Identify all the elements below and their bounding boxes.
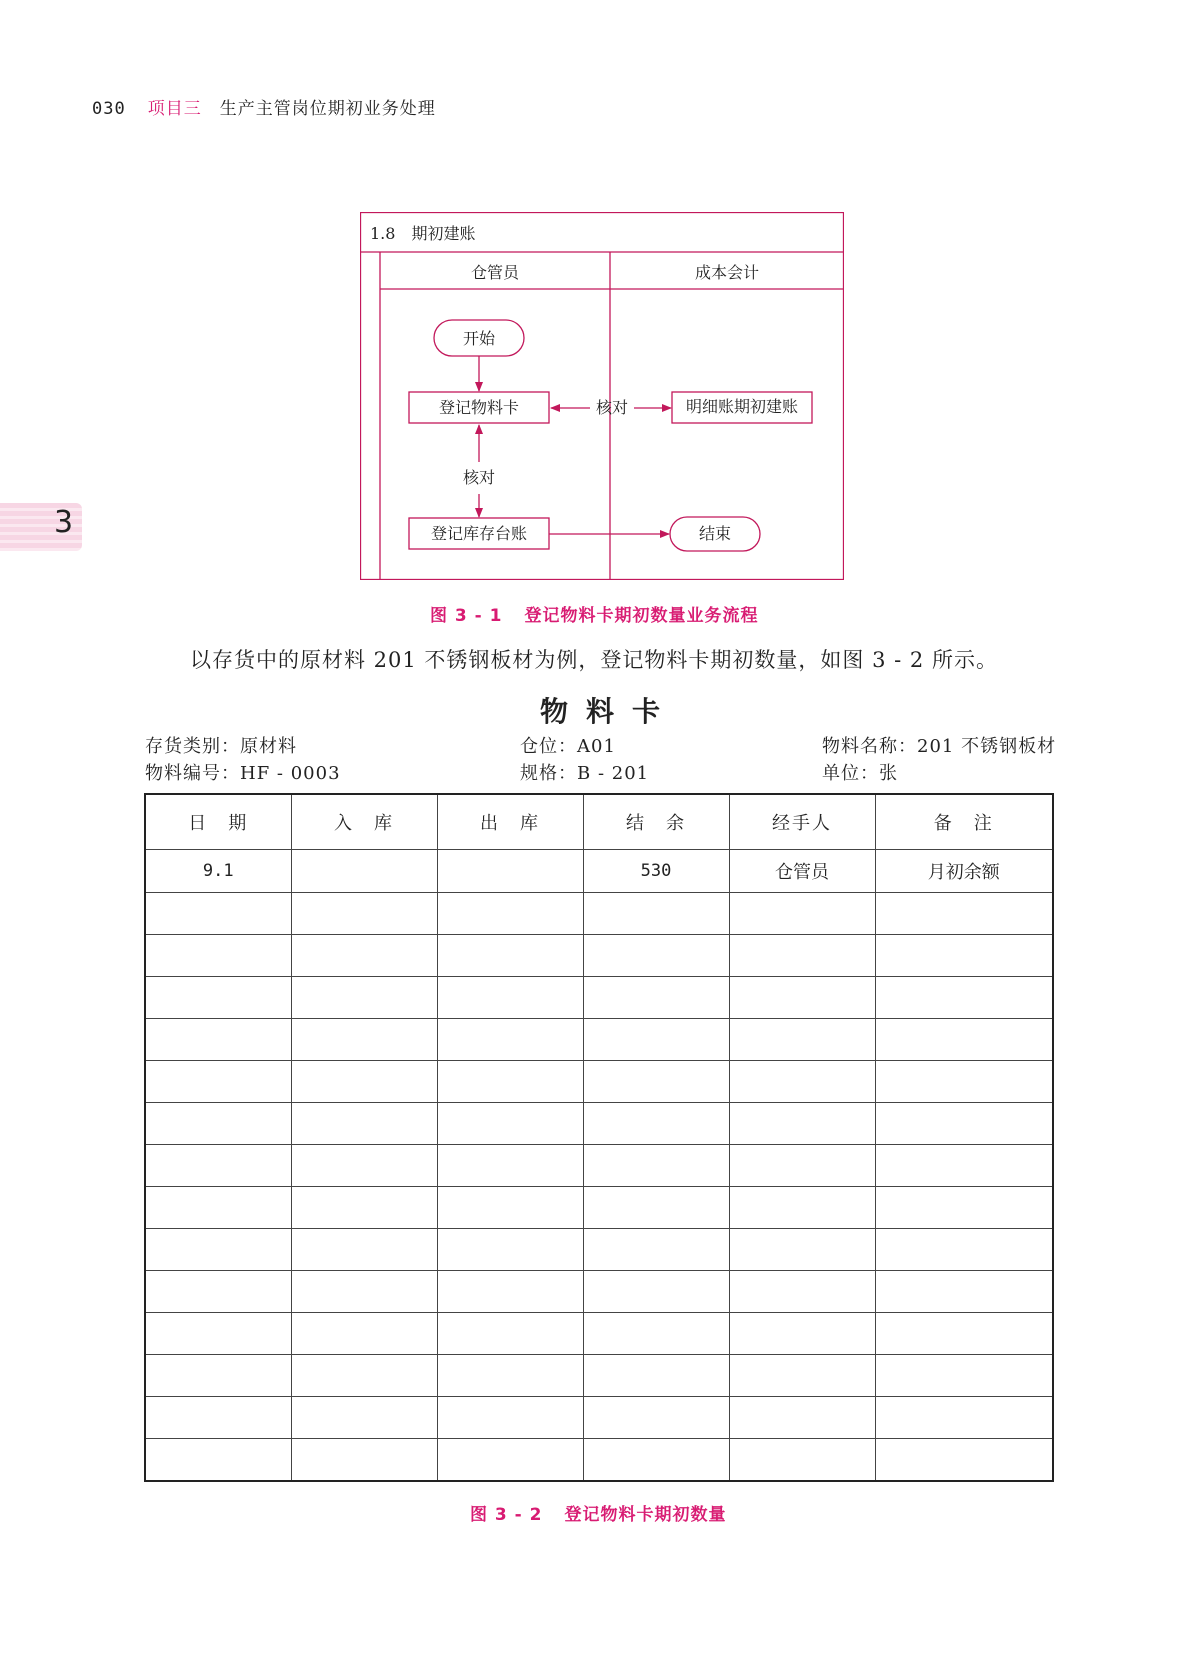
empty-cell [437, 935, 583, 977]
empty-cell [729, 1061, 875, 1103]
empty-cell [291, 1355, 437, 1397]
table-row-empty [145, 1355, 1053, 1397]
table-row-empty [145, 1061, 1053, 1103]
register-card-label: 登记物料卡 [438, 398, 520, 417]
col-header-remark: 备 注 [875, 794, 1053, 850]
cell-remark: 月初余额 [875, 850, 1053, 893]
empty-cell [875, 1355, 1053, 1397]
table-row-empty [145, 935, 1053, 977]
empty-cell [437, 1439, 583, 1482]
col-header-in: 入 库 [291, 794, 437, 850]
table-header-row [145, 794, 1053, 850]
empty-cell [875, 1397, 1053, 1439]
project-label: 项目三 [147, 99, 202, 119]
empty-cell [145, 1397, 291, 1439]
table-row-empty [145, 1187, 1053, 1229]
figure-1-number: 图 3 - 1 [430, 606, 503, 626]
empty-cell [583, 1271, 729, 1313]
empty-cell [145, 1313, 291, 1355]
cell-handler: 仓管员 [729, 850, 875, 893]
check-label-down: 核对 [462, 468, 496, 487]
empty-cell [729, 1229, 875, 1271]
empty-cell [875, 1019, 1053, 1061]
empty-cell [437, 1019, 583, 1061]
card-title: 物料卡 [540, 695, 679, 728]
figure-1-title: 登记物料卡期初数量业务流程 [524, 606, 759, 626]
empty-cell [437, 1397, 583, 1439]
cell-out [437, 850, 583, 893]
table-row-empty [145, 1397, 1053, 1439]
empty-cell [291, 1061, 437, 1103]
empty-cell [291, 1313, 437, 1355]
empty-cell [291, 935, 437, 977]
empty-cell [291, 1229, 437, 1271]
table-row-empty [145, 1103, 1053, 1145]
table-row-empty [145, 893, 1053, 935]
col-header-handler: 经手人 [729, 794, 875, 850]
lane-label-cost-accountant: 成本会计 [694, 263, 760, 282]
figure-2-caption [470, 1500, 726, 1525]
meta-location: 仓位：A01 [520, 736, 616, 757]
empty-cell [583, 1439, 729, 1482]
empty-cell [583, 1103, 729, 1145]
table-row-empty [145, 1439, 1053, 1482]
empty-cell [875, 935, 1053, 977]
empty-cell [145, 893, 291, 935]
table-row [145, 850, 1053, 893]
empty-cell [583, 1187, 729, 1229]
empty-cell [875, 977, 1053, 1019]
running-header [92, 94, 436, 119]
empty-cell [729, 1397, 875, 1439]
empty-cell [729, 1271, 875, 1313]
empty-cell [729, 977, 875, 1019]
empty-cell [291, 893, 437, 935]
empty-cell [437, 1187, 583, 1229]
page-number: 030 [92, 99, 126, 119]
col-header-date: 日 期 [145, 794, 291, 850]
detail-ledger-label: 明细账期初建账 [685, 397, 799, 416]
empty-cell [583, 1313, 729, 1355]
meta-spec: 规格：B - 201 [520, 763, 650, 784]
cell-date: 9.1 [145, 850, 291, 893]
empty-cell [729, 1019, 875, 1061]
meta-unit: 单位：张 [822, 763, 898, 784]
table-row-empty [145, 1145, 1053, 1187]
start-node-label: 开始 [462, 329, 496, 348]
empty-cell [437, 1061, 583, 1103]
empty-cell [875, 1229, 1053, 1271]
empty-cell [729, 1103, 875, 1145]
col-header-out: 出 库 [437, 794, 583, 850]
empty-cell [145, 977, 291, 1019]
empty-cell [145, 1355, 291, 1397]
empty-cell [583, 935, 729, 977]
empty-cell [583, 1061, 729, 1103]
chapter-number: 3 [54, 505, 74, 540]
body-paragraph: 以存货中的原材料 201 不锈钢板材为例，登记物料卡期初数量，如图 3 - 2 所示。 [190, 648, 998, 672]
empty-cell [875, 1313, 1053, 1355]
flowchart [360, 212, 844, 580]
empty-cell [729, 893, 875, 935]
empty-cell [583, 1355, 729, 1397]
empty-cell [875, 1061, 1053, 1103]
empty-cell [145, 1145, 291, 1187]
empty-cell [729, 935, 875, 977]
empty-cell [583, 893, 729, 935]
empty-cell [583, 1145, 729, 1187]
empty-cell [291, 1397, 437, 1439]
flowchart-title: 1.8 期初建账 [370, 224, 476, 243]
empty-cell [291, 1103, 437, 1145]
empty-cell [729, 1439, 875, 1482]
empty-cell [437, 1229, 583, 1271]
lane-label-warehouse: 仓管员 [470, 263, 520, 282]
empty-cell [729, 1355, 875, 1397]
empty-cell [291, 977, 437, 1019]
empty-cell [145, 1103, 291, 1145]
empty-cell [729, 1313, 875, 1355]
empty-cell [145, 1439, 291, 1482]
empty-cell [437, 893, 583, 935]
section-title: 生产主管岗位期初业务处理 [219, 99, 436, 119]
empty-cell [875, 1103, 1053, 1145]
empty-cell [291, 1439, 437, 1482]
cell-balance: 530 [583, 850, 729, 893]
empty-cell [875, 1187, 1053, 1229]
empty-cell [145, 1229, 291, 1271]
figure-2-title: 登记物料卡期初数量 [564, 1505, 727, 1525]
table-row-empty [145, 1019, 1053, 1061]
empty-cell [145, 1019, 291, 1061]
table-row-empty [145, 977, 1053, 1019]
empty-cell [583, 1229, 729, 1271]
empty-cell [437, 1271, 583, 1313]
empty-cell [291, 1019, 437, 1061]
check-label-right: 核对 [595, 398, 629, 417]
empty-cell [145, 1061, 291, 1103]
empty-cell [729, 1145, 875, 1187]
empty-cell [583, 977, 729, 1019]
empty-cell [145, 1187, 291, 1229]
figure-2-number: 图 3 - 2 [470, 1505, 543, 1525]
empty-cell [437, 977, 583, 1019]
empty-cell [875, 1145, 1053, 1187]
col-header-balance: 结 余 [583, 794, 729, 850]
empty-cell [291, 1271, 437, 1313]
empty-cell [437, 1103, 583, 1145]
empty-cell [875, 893, 1053, 935]
empty-cell [875, 1439, 1053, 1482]
empty-cell [583, 1397, 729, 1439]
empty-cell [145, 935, 291, 977]
empty-cell [437, 1145, 583, 1187]
table-row-empty [145, 1271, 1053, 1313]
meta-material-name: 物料名称：201 不锈钢板材 [822, 736, 1057, 757]
empty-cell [875, 1271, 1053, 1313]
empty-cell [291, 1145, 437, 1187]
cell-in [291, 850, 437, 893]
empty-cell [437, 1313, 583, 1355]
meta-material-code: 物料编号：HF - 0003 [145, 763, 341, 784]
stock-ledger-label: 登记库存台账 [430, 524, 528, 543]
empty-cell [583, 1019, 729, 1061]
empty-cell [291, 1187, 437, 1229]
table-row-empty [145, 1229, 1053, 1271]
end-node-label: 结束 [698, 524, 732, 543]
empty-cell [145, 1271, 291, 1313]
figure-1-caption [430, 601, 758, 626]
empty-cell [729, 1187, 875, 1229]
material-card-table [144, 793, 1054, 1482]
meta-category: 存货类别：原材料 [145, 736, 297, 757]
empty-cell [437, 1355, 583, 1397]
table-row-empty [145, 1313, 1053, 1355]
